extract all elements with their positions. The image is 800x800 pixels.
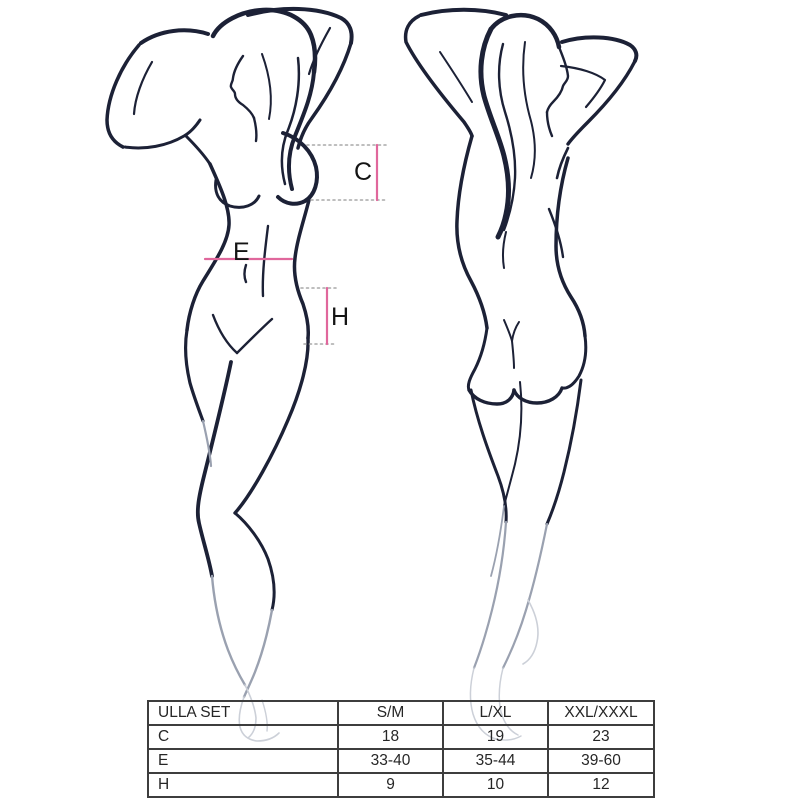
size-cell: 35-44 [443,749,548,773]
size-cell: 18 [338,725,443,749]
row-label: E [148,749,338,773]
hip-measure-label: H [331,303,350,331]
table-row-bust [148,725,654,749]
back-figure [406,10,637,740]
size-cell: 19 [443,725,548,749]
table-title-cell: ULLA SET [148,701,338,725]
size-table-header-row [148,701,654,725]
size-column-header: L/XL [443,701,548,725]
table-row-waist [148,749,654,773]
front-figure [107,9,352,741]
size-cell: 23 [548,725,654,749]
size-cell: 10 [443,773,548,797]
size-cell: 33-40 [338,749,443,773]
size-cell: 12 [548,773,654,797]
size-cell: 9 [338,773,443,797]
size-cell: 39-60 [548,749,654,773]
size-table [147,700,655,798]
size-column-header: S/M [338,701,443,725]
row-label: H [148,773,338,797]
waist-measure-label: E [233,238,250,266]
table-row-hip [148,773,654,797]
size-column-header: XXL/XXXL [548,701,654,725]
bust-measure-label: C [354,158,373,186]
row-label: C [148,725,338,749]
